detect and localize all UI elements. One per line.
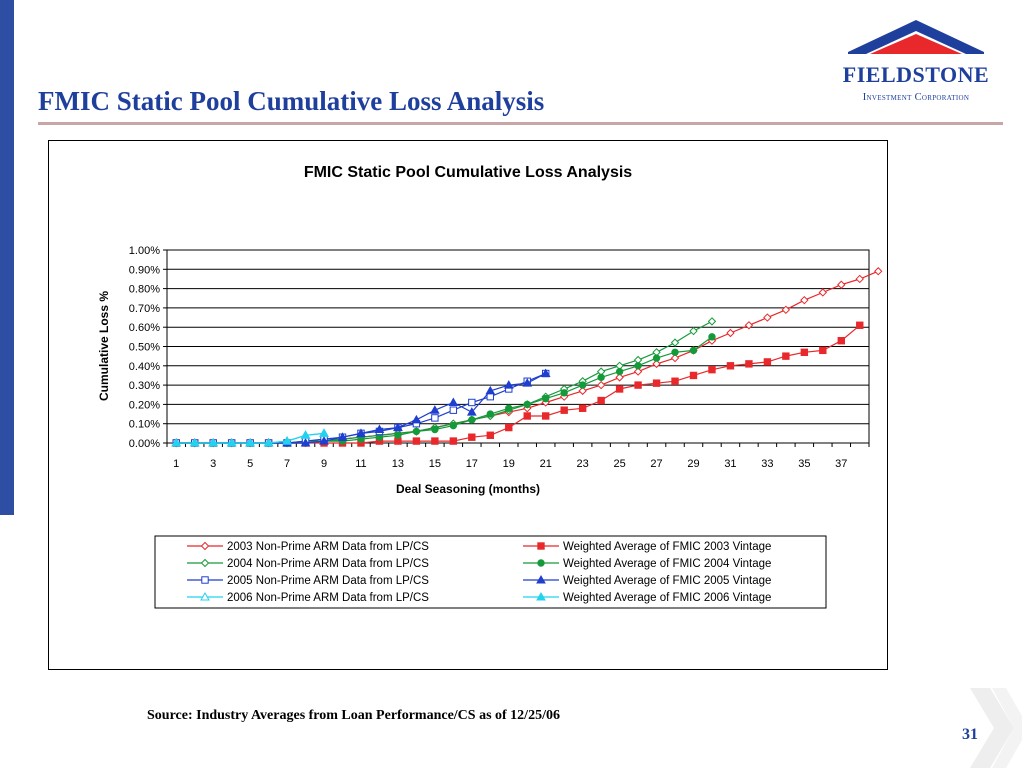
data-point — [598, 397, 604, 403]
data-point — [432, 438, 438, 444]
data-point — [395, 432, 401, 438]
x-tick-label: 1 — [173, 458, 180, 470]
y-tick-label: 0.30% — [128, 380, 160, 393]
data-point — [432, 426, 438, 432]
title-divider — [38, 122, 1003, 125]
legend-marker — [538, 543, 544, 549]
y-tick-label: 0.00% — [128, 438, 160, 450]
data-point — [561, 407, 567, 413]
y-tick-label: 1.00% — [128, 245, 160, 257]
data-point — [820, 347, 826, 353]
data-point — [598, 374, 604, 380]
data-point — [412, 416, 420, 423]
data-point — [543, 395, 549, 401]
data-point — [469, 417, 475, 423]
data-point — [819, 289, 826, 296]
y-tick-label: 0.20% — [128, 399, 160, 412]
data-point — [469, 434, 475, 440]
y-tick-label: 0.10% — [128, 418, 160, 431]
chart-title: FMIC Static Pool Cumulative Loss Analysis — [303, 164, 633, 181]
legend-marker — [202, 577, 208, 583]
data-point — [783, 353, 789, 359]
fieldstone-logo — [840, 14, 1000, 114]
data-point — [579, 405, 585, 411]
data-point — [579, 382, 585, 388]
y-tick-label: 0.90% — [128, 264, 160, 277]
x-tick-label: 17 — [465, 458, 478, 470]
data-point — [450, 407, 456, 413]
data-point — [672, 349, 678, 355]
data-point — [690, 328, 697, 335]
legend-label: Weighted Average of FMIC 2004 Vintage — [563, 558, 772, 570]
left-accent-bar — [0, 0, 14, 515]
series-line — [176, 337, 712, 443]
data-point — [727, 329, 734, 336]
data-point — [543, 413, 549, 419]
y-tick-label: 0.50% — [128, 341, 160, 354]
x-tick-label: 3 — [210, 458, 217, 470]
house-roof-icon — [840, 14, 1000, 64]
data-point — [506, 424, 512, 430]
chart-frame — [48, 140, 888, 670]
y-tick-label: 0.60% — [128, 322, 160, 335]
legend-label: 2006 Non-Prime ARM Data from LP/CS — [227, 592, 429, 604]
y-tick-label: 0.80% — [128, 283, 160, 296]
data-point — [561, 390, 567, 396]
data-point — [653, 380, 659, 386]
data-point — [450, 438, 456, 444]
legend-label: 2004 Non-Prime ARM Data from LP/CS — [227, 558, 429, 570]
data-point — [801, 349, 807, 355]
data-point — [469, 399, 475, 405]
y-axis-ticks — [129, 245, 167, 450]
data-point — [413, 428, 419, 434]
data-point — [487, 393, 493, 399]
series-weighted-average-of-fmic-2004-vintage — [173, 334, 715, 447]
legend-marker — [538, 560, 544, 566]
x-tick-label: 9 — [320, 458, 328, 470]
data-point — [653, 355, 659, 361]
y-axis-label: Cumulative Loss % — [97, 290, 111, 402]
series-group — [172, 268, 882, 447]
data-point — [487, 432, 493, 438]
gridlines — [167, 269, 869, 423]
data-point — [506, 405, 512, 411]
x-tick-label: 35 — [798, 458, 811, 470]
x-tick-label: 23 — [576, 458, 589, 470]
data-point — [672, 378, 678, 384]
x-tick-label: 31 — [724, 458, 737, 470]
data-point — [709, 366, 715, 372]
series-line — [176, 321, 712, 443]
data-point — [432, 415, 438, 421]
x-tick-label: 37 — [835, 458, 848, 470]
series-2003-non-prime-arm-data-from-lp-cs — [173, 268, 882, 447]
data-point — [616, 368, 622, 374]
data-point — [598, 382, 605, 389]
x-axis-label: Deal Seasoning (months) — [395, 482, 541, 496]
x-tick-label: 33 — [761, 458, 774, 470]
x-tick-label: 13 — [391, 458, 405, 470]
data-point — [320, 429, 328, 436]
legend-label: Weighted Average of FMIC 2006 Vintage — [563, 592, 772, 604]
data-point — [782, 306, 789, 313]
data-point — [616, 386, 622, 392]
data-point — [635, 382, 641, 388]
data-point — [413, 438, 419, 444]
legend-label: Weighted Average of FMIC 2003 Vintage — [563, 541, 772, 553]
data-point — [450, 422, 456, 428]
x-tick-label: 11 — [355, 458, 367, 470]
legend-label: Weighted Average of FMIC 2005 Vintage — [563, 575, 772, 587]
data-point — [635, 363, 641, 369]
data-point — [487, 411, 493, 417]
logo-subtitle: Investment Corporation — [862, 92, 970, 103]
data-point — [838, 281, 845, 288]
x-tick-label: 21 — [539, 458, 552, 470]
data-point — [524, 401, 530, 407]
data-point — [838, 338, 844, 344]
x-axis-ticks — [167, 443, 869, 470]
data-point — [708, 318, 715, 325]
slide-title: FMIC Static Pool Cumulative Loss Analysis — [38, 86, 545, 116]
data-point — [745, 322, 752, 329]
data-point — [524, 413, 530, 419]
data-point — [727, 363, 733, 369]
x-tick-label: 5 — [247, 458, 254, 470]
legend-label: 2003 Non-Prime ARM Data from LP/CS — [227, 541, 429, 553]
data-point — [672, 339, 679, 346]
x-tick-label: 7 — [284, 458, 291, 470]
y-tick-label: 0.70% — [128, 302, 160, 315]
data-point — [857, 322, 863, 328]
data-point — [709, 334, 715, 340]
page-number: 31 — [962, 726, 978, 743]
x-tick-label: 15 — [428, 458, 441, 470]
loss-chart — [49, 141, 887, 669]
data-point — [449, 398, 457, 405]
data-point — [746, 361, 752, 367]
y-tick-label: 0.40% — [128, 360, 160, 373]
x-tick-label: 25 — [613, 458, 626, 470]
x-tick-label: 29 — [687, 458, 700, 470]
data-point — [690, 372, 696, 378]
data-point — [801, 297, 808, 304]
data-point — [764, 359, 770, 365]
data-point — [856, 275, 863, 282]
legend-label: 2005 Non-Prime ARM Data from LP/CS — [227, 575, 429, 587]
logo-name: FIELDSTONE — [842, 62, 990, 87]
x-tick-label: 19 — [502, 458, 515, 470]
source-note: Source: Industry Averages from Loan Performance/CS as of 12/25/06 — [147, 708, 560, 723]
x-tick-label: 27 — [650, 458, 663, 470]
data-point — [764, 314, 771, 321]
data-point — [875, 268, 882, 275]
data-point — [690, 347, 696, 353]
